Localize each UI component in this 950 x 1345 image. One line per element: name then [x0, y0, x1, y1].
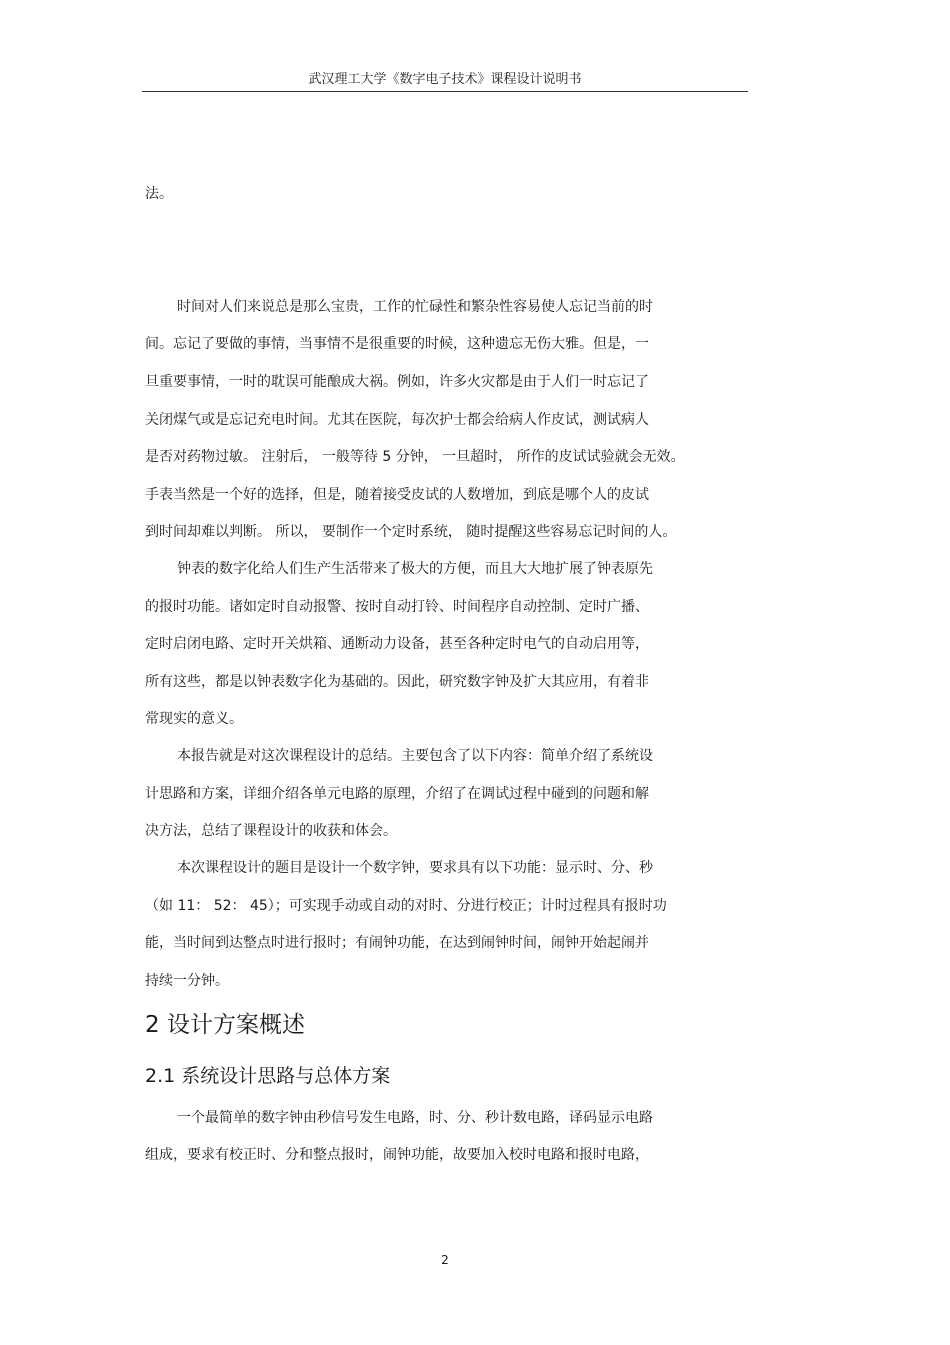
- body-line: 决方法，总结了课程设计的收获和体会。: [145, 823, 397, 839]
- body-line: 定时启闭电路、定时开关烘箱、通断动力设备，甚至各种定时电气的自动启用等，: [145, 636, 649, 652]
- body-line: 旦重要事情，一时的耽误可能酿成大祸。例如，许多火灾都是由于人们一时忘记了: [145, 374, 649, 390]
- body-line: 本报告就是对这次课程设计的总结。主要包含了以下内容：简单介绍了系统设: [177, 748, 653, 764]
- body-line: 关闭煤气或是忘记充电时间。尤其在医院，每次护士都会给病人作皮试，测试病人: [145, 412, 649, 428]
- body-line: 本次课程设计的题目是设计一个数字钟，要求具有以下功能：显示时、分、秒: [177, 860, 653, 876]
- subsection-heading: 2.1 系统设计思路与总体方案: [145, 1065, 391, 1087]
- body-line: 计思路和方案，详细介绍各单元电路的原理，介绍了在调试过程中碰到的问题和解: [145, 786, 649, 802]
- body-line: 是否对药物过敏。 注射后， 一般等待 5 分钟， 一旦超时， 所作的皮试试验就会无效。: [145, 449, 685, 465]
- body-line: 一个最简单的数字钟由秒信号发生电路，时、分、秒计数电路，译码显示电路: [177, 1110, 653, 1126]
- page-number: 2: [441, 1253, 449, 1267]
- body-line: 能，当时间到达整点时进行报时；有闹钟功能，在达到闹钟时间，闹钟开始起闹并: [145, 935, 649, 951]
- body-line: 到时间却难以判断。 所以， 要制作一个定时系统， 随时提醒这些容易忘记时间的人。: [145, 524, 677, 540]
- body-line: 钟表的数字化给人们生产生活带来了极大的方便，而且大大地扩展了钟表原先: [177, 561, 653, 577]
- body-line: 常现实的意义。: [145, 711, 243, 727]
- section-heading: 2 设计方案概述: [145, 1012, 305, 1038]
- body-line: 间。忘记了要做的事情，当事情不是很重要的时候，这种遗忘无伤大雅。但是，一: [145, 336, 649, 352]
- body-line: 持续一分钟。: [145, 973, 229, 989]
- body-line: 的报时功能。诸如定时自动报警、按时自动打铃、时间程序自动控制、定时广播、: [145, 599, 649, 615]
- body-line: 手表当然是一个好的选择，但是，随着接受皮试的人数增加，到底是哪个人的皮试: [145, 487, 649, 503]
- body-line: 时间对人们来说总是那么宝贵，工作的忙碌性和繁杂性容易使人忘记当前的时: [177, 299, 653, 315]
- header-rule: [142, 91, 748, 92]
- running-header-title: 武汉理工大学《数字电子技术》课程设计说明书: [308, 72, 582, 87]
- body-line: 法。: [145, 186, 173, 202]
- body-line: 所有这些，都是以钟表数字化为基础的。因此，研究数字钟及扩大其应用，有着非: [145, 674, 649, 690]
- body-line: （如 11： 52： 45）；可实现手动或自动的对时、分进行校正；计时过程具有报时功: [145, 898, 667, 914]
- body-line: 组成，要求有校正时、分和整点报时，闹钟功能，故要加入校时电路和报时电路，: [145, 1147, 649, 1163]
